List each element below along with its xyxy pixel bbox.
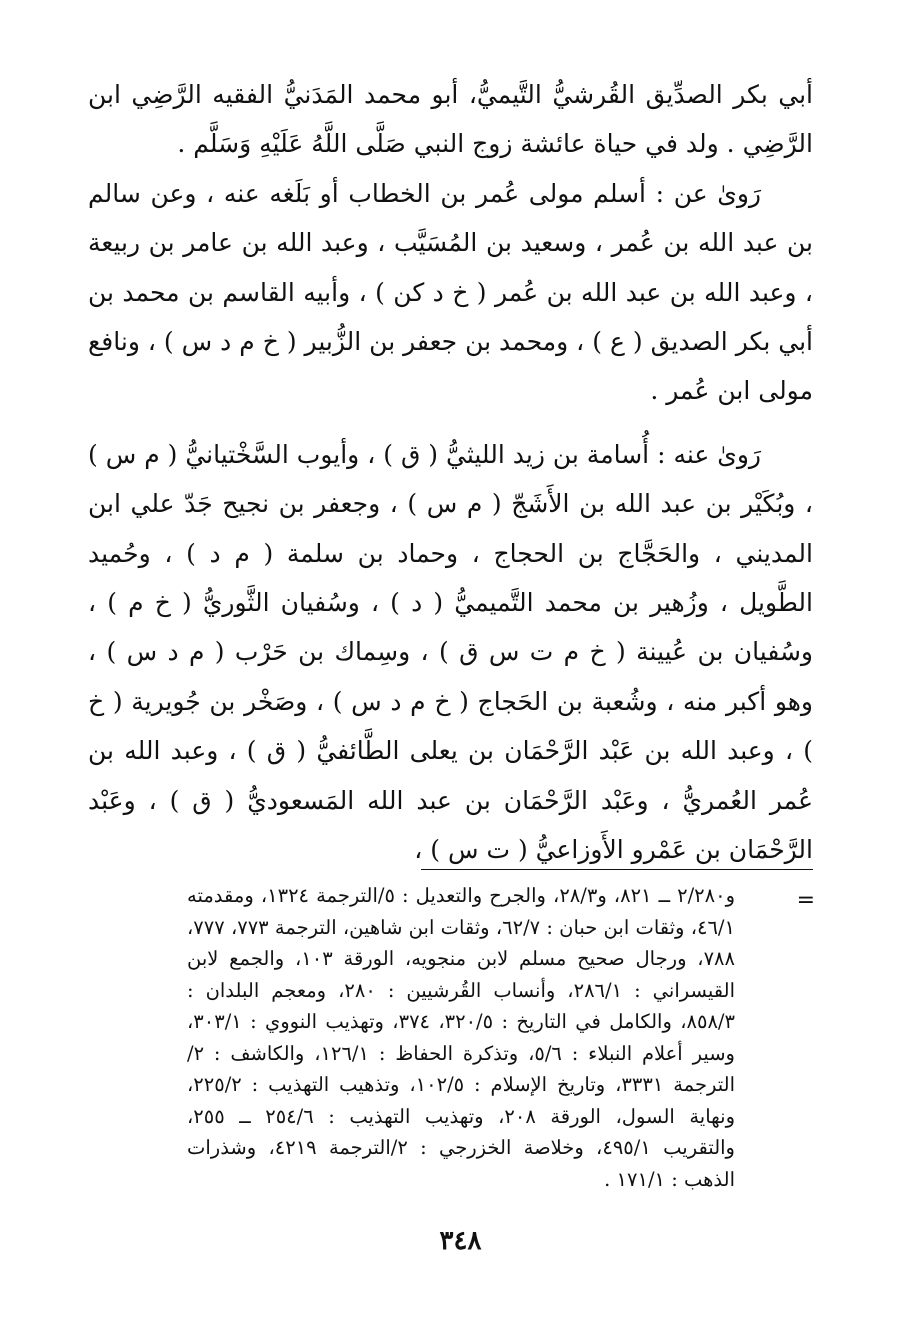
footnote-divider (421, 869, 813, 870)
page-number: ٣٤٨ (439, 1226, 482, 1256)
footnotes (187, 880, 735, 1195)
main-text (88, 70, 813, 875)
paragraph-1: أبي بكر الصدِّيق القُرشيُّ التَّيميُّ، أبو محمد المَدَنيُّ الفقيه الرَّضِي ابن الرَّضِي . ولد في حياة عائشة زوج النبي صَلَّى اللَّهُ عَلَيْهِ وَسَلَّم . (88, 80, 813, 159)
footnote-text: و٢/٢٨٠ ــ ٨٢١، و٢٨/٣، والجرح والتعديل : ٥/الترجمة ١٣٢٤، ومقدمته ٤٦/١، وثقات ابن حبان : ٦٢/٧، وثقات ابن شاهين، الترجمة ٧٧٣، ٧٧٧، ٧٨٨، ورجال صحيح مسلم لابن منجويه، الورقة ١٠٣، والجمع لابن القيسراني : ٢٨٦/١، وأنساب القُرشيين : ٢٨٠، ومعجم البلدان : ٨٥٨/٣، والكامل في التاريخ : ٣٢٠/٥، ٣٧٤، وتهذيب النووي : ٣٠٣/١، وسير أعلام النبلاء : ٥/٦، وتذكرة الحفاظ : ١٢٦/١، والكاشف : ٢/الترجمة ٣٣٣١، وتاريخ الإسلام : ١٠٢/٥، وتذهيب التهذيب : ٢٢٥/٢، ونهاية السول، الورقة ٢٠٨، وتهذيب التهذيب : ٢٥٤/٦ ــ ٢٥٥، والتقريب ٤٩٥/١، وخلاصة الخزرجي : ٢/الترجمة ٤٢١٩، وشذرات الذهب : ١٧١/١ . (187, 884, 736, 1191)
paragraph-3: رَوىٰ عنه : أُسامة بن زيد الليثيُّ ( ق ) ، وأيوب السَّخْتيانيُّ ( م س ) ، وبُكَيْر بن عبد الله بن الأَشَجّ ( م س ) ، وجعفر بن نجيح جَدّ علي ابن المديني ، والحَجَّاج بن الحجاج ، وحماد بن سلمة ( م د ) ، وحُميد الطَّويل ، وزُهير بن محمد التَّميميُّ ( د ) ، وسُفيان الثَّوريُّ ( خ م ) ، وسُفيان بن عُيينة ( خ م ت س ق ) ، وسِماك بن حَرْب ( م د س ) ، وهو أكبر منه ، وشُعبة بن الحَجاج ( خ م د س ) ، وصَخْر بن جُويرية ( خ ) ، وعبد الله بن عَبْد الرَّحْمَان بن يعلى الطَّائفيُّ ( ق ) ، وعبد الله بن عُمر العُمريُّ ، وعَبْد الرَّحْمَان بن عبد الله المَسعوديُّ ( ق ) ، وعَبْد الرَّحْمَان بن عَمْرو الأَوزاعيُّ ( ت س ) ، (88, 439, 813, 865)
footnote-continuation-marker: = (796, 888, 815, 913)
paragraph-2: رَوىٰ عن : أسلم مولى عُمر بن الخطاب أو بَلَغه عنه ، وعن سالم بن عبد الله بن عُمر ، وسعيد بن المُسَيَّب ، وعبد الله بن عامر بن ربيعة ، وعبد الله بن عبد الله بن عُمر ( خ د كن ) ، وأبيه القاسم بن محمد بن أبي بكر الصديق ( ع ) ، ومحمد بن جعفر بن الزُّبير ( خ م د س ) ، ونافع مولى ابن عُمر . (88, 178, 813, 406)
